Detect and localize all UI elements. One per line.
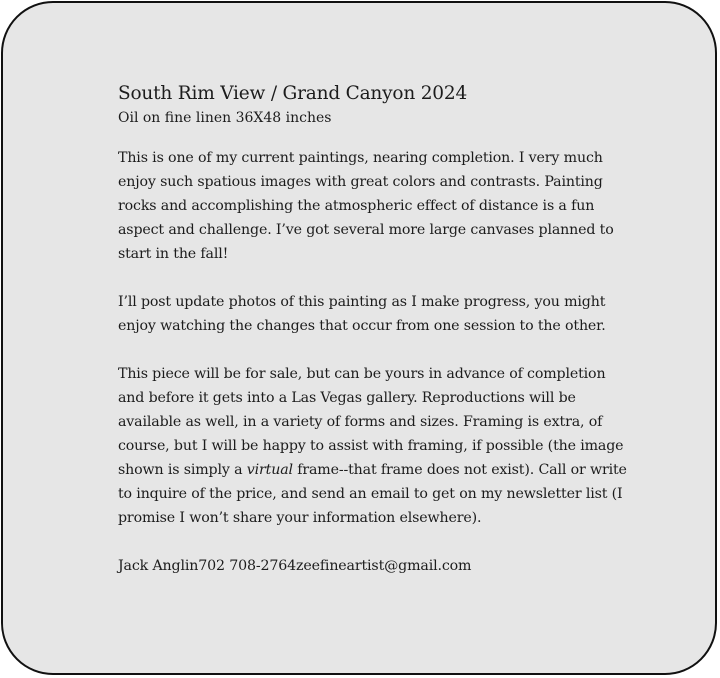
painting-title: South Rim View / Grand Canyon 2024 [118, 83, 468, 104]
description-paragraph-2: I’ll post update photos of this painting as I make progress, you might enjoy watching the changes that occur from one session to the other. [118, 294, 606, 334]
painting-medium: Oil on fine linen 36X48 inches [118, 110, 332, 126]
artist-name: Jack Anglin [118, 558, 199, 574]
phone-number: 702 708-2764 [198, 558, 297, 574]
contact-line [118, 554, 628, 578]
description-paragraph-1: This is one of my current paintings, nearing completion. I very much enjoy such spatious images with great colors and contrasts. Painting rocks and accomplishing the atmospheric effect of distance is a fun aspect and challenge. I’ve got several more large canvases planned to start in the fall! [118, 150, 614, 262]
info-card [1, 1, 717, 675]
paragraph-3-text-start: This piece will be for sale, but can be yours in advance of completion and before it gets into a Las Vegas gallery. Reproductions will be available as well, in a variety of forms and sizes. Framing is extra, of course, but I will be happy to assist with framing, if possible (the image shown is simply a [118, 366, 624, 478]
email-address[interactable]: zeefineartist@gmail.com [296, 558, 472, 574]
paragraph-3-text-end: frame--that frame does not exist). Call or write to inquire of the price, and send an email to get on my newsletter list (I promise I won’t share your information elsewhere). [118, 462, 627, 526]
description-paragraph-3 [118, 362, 628, 530]
virtual-emphasis: virtual [246, 462, 293, 478]
card-content [118, 81, 628, 578]
